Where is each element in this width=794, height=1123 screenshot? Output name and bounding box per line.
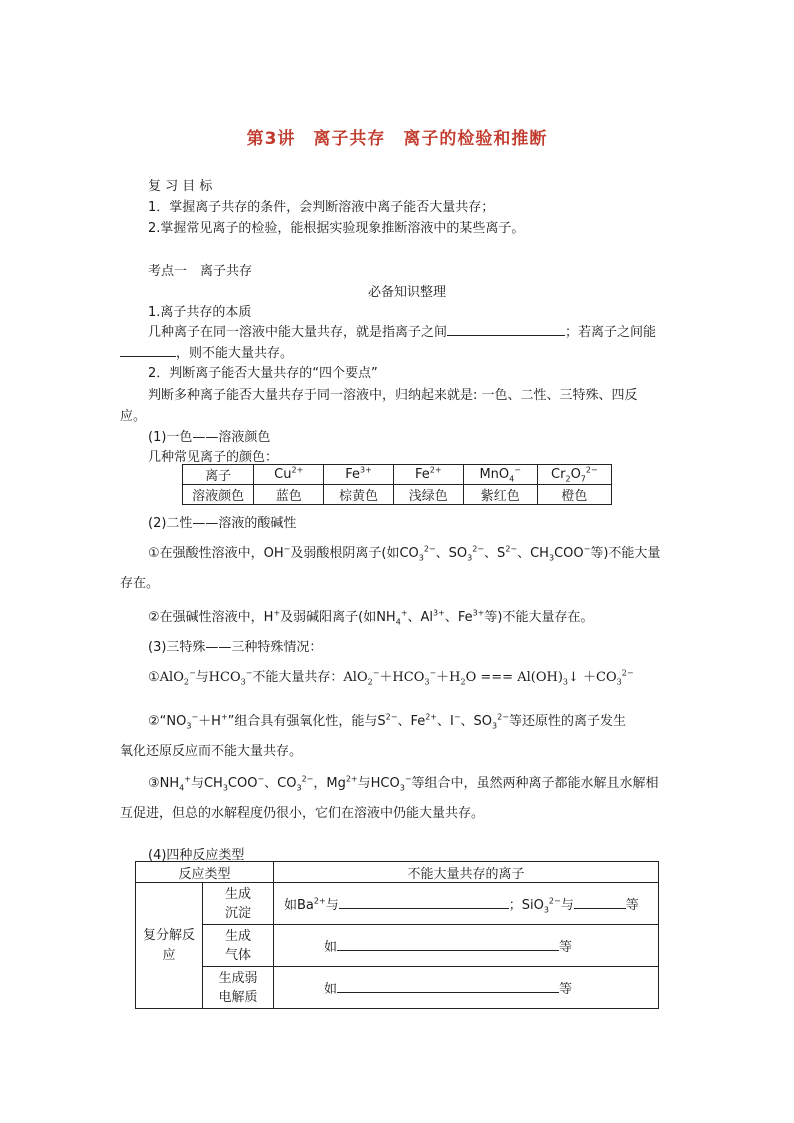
p2-line1: 判断多种离子能否大量共存于同一溶液中，归纳起来就是: 一色、二性、三特殊、四反 <box>148 388 638 403</box>
reaction-answer-cell: 如$Ba^{2+}$与 ；SiO$_3^{2-}$与 等 <box>274 883 659 925</box>
color-cell: 浅绿色 <box>393 485 463 505</box>
answer-blank-1[interactable] <box>447 322 565 336</box>
p1-title: 1.离子共存的本质 <box>148 305 252 320</box>
reaction-type-cell: 生成沉淀 <box>203 883 274 925</box>
color-cell: 蓝色 <box>254 485 324 505</box>
table-header-cell: 不能大量共存的离子 <box>274 862 659 883</box>
reaction-answer-cell: 如 等 <box>274 967 659 1009</box>
reaction-type-cell: 生成气体 <box>203 925 274 967</box>
color-heading: (1)一色——溶液颜色 <box>148 430 271 445</box>
answer-blank-6[interactable] <box>337 979 559 993</box>
section-heading: 考点一 离子共存 <box>148 264 253 279</box>
reaction-heading: (4)四种反应类型 <box>148 848 245 863</box>
color-cell: 棕黄色 <box>324 485 394 505</box>
answer-blank-4[interactable] <box>574 895 626 909</box>
ion-cell: $Cr_2O_7^{2-}$ <box>537 465 611 485</box>
reaction-type-cell: 生成弱电解质 <box>203 967 274 1009</box>
answer-blank-3[interactable] <box>339 895 509 909</box>
goals-heading: 复 习 目 标 <box>148 179 213 194</box>
goal-item-1: 1．掌握离子共存的条件，会判断溶液中离子能否大量共存； <box>148 200 495 215</box>
color-cell: 橙色 <box>537 485 611 505</box>
special-3: $③NH_4^+$与$CH_3COO^-$、$CO_3^{2-}$，$Mg^{2+}$与$HCO_3^-$等组合中，虽然两种离子都能水解且水解相 <box>148 774 659 793</box>
color-intro: 几种常见离子的颜色： <box>148 450 279 465</box>
section-subheading: 必备知识整理 <box>368 285 447 300</box>
p1-line2: ，则不能大量共存。 <box>120 342 293 361</box>
ion-cell: $Fe^{3+}$ <box>324 465 394 485</box>
special-2: $②“NO_3^-+H^+$”组合具有强氧化性，能与$S^{2-}$、$Fe^{2+}$、I−、$SO_3^{2-}$等还原性的离子发生 <box>148 712 626 731</box>
p2-title: 2．判断离子能否大量共存的“四个要点” <box>148 366 378 381</box>
answer-blank-2[interactable] <box>120 343 176 357</box>
table-header-cell: 离子 <box>183 465 254 485</box>
p1-line1: 几种离子在同一溶液中能大量共存，就是指离子之间 ；若离子之间能 <box>148 321 656 340</box>
acid-line1: ①在强酸性溶液中，OH−及弱酸根阴离子(如$CO_3^{2-}$、$SO_3^{2-}$、$S^{2-}$、$CH_3COO^-$等)不能大量 <box>148 544 661 563</box>
color-cell: 紫红色 <box>463 485 537 505</box>
acid-line2: 存在。 <box>120 576 160 591</box>
goal-item-2: 2.掌握常见离子的检验，能根据实验现象推断溶液中的某些离子。 <box>148 221 525 236</box>
special-heading: (3)三特殊——三种特殊情况： <box>148 640 323 655</box>
page-title: 第3讲 离子共存 离子的检验和推断 <box>246 129 548 149</box>
ion-cell: $Fe^{2+}$ <box>393 465 463 485</box>
ion-cell: MnO$_4$− <box>463 465 537 485</box>
base-line1: ②在强碱性溶液中，H+及弱碱阳离子(如$NH_4^+$、$Al^{3+}$、$Fe^{3+}$等)不能大量存在。 <box>148 608 594 627</box>
special-3-line2: 互促进，但总的水解程度仍很小，它们在溶液中仍能大量共存。 <box>120 806 485 821</box>
table-header-cell: 反应类型 <box>136 862 274 883</box>
answer-blank-5[interactable] <box>337 937 559 951</box>
ion-color-table <box>182 464 612 505</box>
p2-line2: 应。 <box>120 409 147 424</box>
reaction-group-cell: 复分解反应 <box>136 883 203 1009</box>
reaction-table <box>135 861 659 1009</box>
table-header-cell: 溶液颜色 <box>183 485 254 505</box>
ion-cell: $Cu^{2+}$ <box>254 465 324 485</box>
acid-base-heading: (2)二性——溶液的酸碱性 <box>148 516 297 531</box>
reaction-answer-cell: 如 等 <box>274 925 659 967</box>
special-1: ①AlO$_2$−与$HCO_3^-$不能大量共存：$AlO_2^-+HCO_3^-+H_2O$ === $Al(OH)_3↓ +CO_3^{2-}$ <box>148 668 634 687</box>
special-2-line2: 氧化还原反应而不能大量共存。 <box>120 744 303 759</box>
